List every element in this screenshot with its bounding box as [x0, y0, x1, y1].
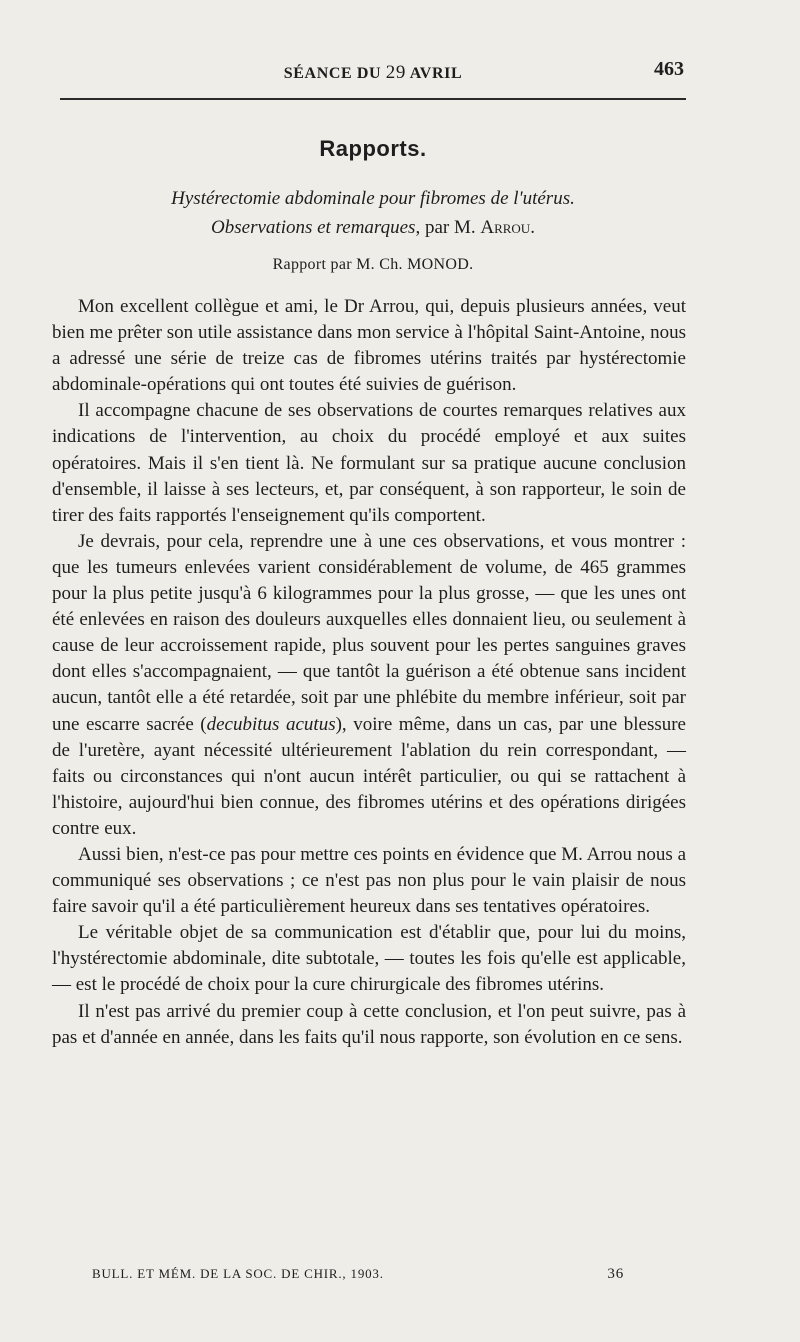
paragraph-2: Il accompagne chacune de ses observations de courtes remarques relatives aux indications de l'intervention, au choix du procédé employé et aux suites opératoires. Mais il s'en tient là. Ne formulant sur sa pratique aucune conclusion d'ensemble, il laisse à ses lecteurs, et, par conséquent, à son rapporteur, le soin de tirer des faits rapportés l'enseignement qu'ils comportent.	[52, 400, 686, 526]
paragraph-3-latin-term: decubitus acutus	[206, 713, 336, 735]
running-head-title	[60, 62, 686, 84]
paragraph-3-part-b: ), voire même, dans un cas, par une blessure de l'uretère, ayant nécessité ultérieurement l'ablation du rein correspondant, — faits ou circonstances qui n'ont aucun intérêt particulier, ou qui se rattachent à l'histoire, aujourd'hui bien connue, des fibromes utérins et des opérations dirigées contre eux.	[52, 713, 686, 839]
running-head-day: 29	[385, 62, 406, 83]
paragraph-3-part-a: Je devrais, pour cela, reprendre une à une ces observations, et vous montrer : que les tumeurs enlevées varient considérablement de volume, de 465 grammes pour la plus petite jusqu'à 6 kilogrammes pour la plus grosse, — que les unes ont été enlevées en raison des douleurs auxquelles elles donnaient lieu, ou seulement à cause de leur accroissement rapide, plus souvent pour les pertes sanguines graves dont elles s'accompagnaient, — que tantôt la guérison a été obtenue sans incident aucun, tantôt elle a été retardée, soit par une phlébite du membre inférieur, soit par une escarre sacrée (	[52, 530, 686, 735]
running-head-month: AVRIL	[406, 65, 463, 82]
paragraph-5: Le véritable objet de sa communication est d'établir que, pour lui du moins, l'hystérectomie abdominale, dite subtotale, — toutes les fois qu'elle est applicable, — est le procédé de choix pour la cure chirurgicale des fibromes utérins.	[52, 922, 686, 996]
article-title-end: .	[530, 217, 535, 238]
paragraph-3	[52, 529, 686, 842]
header-rule	[60, 98, 686, 100]
article-title-line1: Hystérectomie abdominale pour fibromes de l'utérus.	[171, 188, 575, 209]
section-title: Rapports.	[319, 136, 427, 161]
body-text	[52, 294, 686, 1051]
article-title-by: , par M.	[415, 217, 481, 238]
running-head	[60, 58, 686, 88]
running-head-prefix: SÉANCE DU	[283, 65, 386, 82]
report-byline: Rapport par M. Ch. MONOD.	[272, 256, 474, 273]
paragraph-6: Il n'est pas arrivé du premier coup à cette conclusion, et l'on peut suivre, pas à pas et d'année en année, dans les faits qu'il nous rapporte, son évolution en ce sens.	[52, 1000, 686, 1048]
article-title	[60, 184, 686, 242]
paragraph-1: Mon excellent collègue et ami, le Dr Arrou, qui, depuis plusieurs années, veut bien me prêter son utile assistance dans mon service à l'hôpital Saint-Antoine, nous a adressé une série de treize cas de fibromes utérins traités par hystérectomie abdominale-opérations qui ont toutes été suivies de guérison.	[52, 296, 686, 396]
article-title-line2	[60, 213, 686, 242]
paragraph-4: Aussi bien, n'est-ce pas pour mettre ces points en évidence que M. Arrou nous a communiqué ses observations ; ce n'est pas non plus pour le vain plaisir de nous faire savoir qu'il a été particulièrement heureux dans ses tentatives opératoires.	[52, 843, 686, 918]
page-number: 463	[654, 58, 684, 80]
article-author: Arrou	[480, 217, 531, 238]
footer-signature-number: 36	[607, 1266, 624, 1282]
article-title-observations: Observations et remarques	[211, 217, 416, 238]
footer-journal: BULL. ET MÉM. DE LA SOC. DE CHIR., 1903.	[92, 1266, 384, 1281]
